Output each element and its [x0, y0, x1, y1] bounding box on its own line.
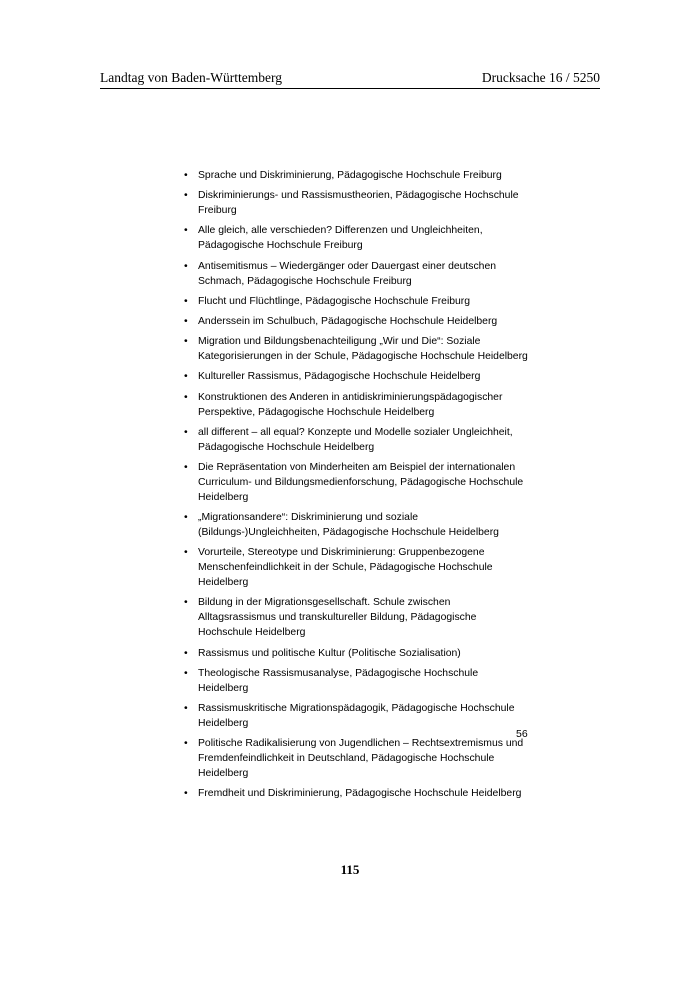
- list-item-text: Anderssein im Schulbuch, Pädagogische Hochschule Heidelberg: [198, 315, 498, 327]
- list-item-text: Alle gleich, alle verschieden? Differenzen und Ungleichheiten, Pädagogische Hochschule Freiburg: [198, 225, 483, 252]
- list-item-text: all different – all equal? Konzepte und Modelle sozialer Ungleichheit, Pädagogische Hochschule Heidelberg: [198, 426, 513, 453]
- header-left-title: Landtag von Baden-Württemberg: [100, 70, 282, 85]
- list-item: [184, 595, 529, 640]
- bullet-icon: •: [184, 170, 188, 181]
- bullet-icon: •: [184, 512, 188, 524]
- list-item-text: Theologische Rassismusanalyse, Pädagogische Hochschule Heidelberg: [198, 667, 479, 694]
- bullet-icon: •: [184, 461, 188, 473]
- list-item-text: Migration und Bildungsbenachteiligung „Wir und Die“: Soziale Kategorisierungen in der Schule, Pädagogische Hochschule Heidelberg: [198, 336, 528, 363]
- list-item: [184, 314, 529, 329]
- list-item: [184, 646, 529, 661]
- header-document-number: Drucksache 16 / 5250: [481, 70, 600, 85]
- list-item: [184, 259, 529, 289]
- bullet-icon: •: [184, 426, 188, 438]
- bullet-icon: •: [184, 647, 188, 659]
- bullet-icon: •: [184, 391, 188, 403]
- page-number: 115: [340, 862, 360, 877]
- list-item-text: Antisemitismus – Wiedergänger oder Dauergast einer deutschen Schmach, Pädagogische Hochschule Freiburg: [198, 260, 497, 287]
- list-item-text: Bildung in der Migrationsgesellschaft. Schule zwischen Alltagsrassismus und transkultureller Bildung, Pädagogische Hochschule Heidelberg: [198, 597, 477, 639]
- bullet-icon: •: [184, 597, 188, 609]
- bullet-icon: •: [184, 315, 188, 327]
- course-list: [184, 168, 529, 807]
- bullet-icon: •: [184, 703, 188, 714]
- bullet-icon: •: [184, 371, 188, 383]
- bullet-icon: •: [184, 547, 188, 559]
- list-item-text: Flucht und Flüchtlinge, Pädagogische Hochschule Freiburg: [198, 295, 471, 307]
- list-item-text: Vorurteile, Stereotype und Diskriminierung: Gruppenbezogene Menschenfeindlichkeit in der Schule, Pädagogische Hochschule Heidelberg: [198, 547, 493, 589]
- bullet-icon: •: [184, 260, 188, 272]
- list-item: [184, 294, 529, 309]
- list-item-text: Die Repräsentation von Minderheiten am Beispiel der internationalen Curriculum- und Bildungsmedienforschung, Pädagogische Hochschule Heidelberg: [198, 461, 524, 503]
- bullet-icon: •: [184, 295, 188, 307]
- bullet-icon: •: [184, 738, 188, 750]
- inner-page-number: 56: [516, 728, 528, 740]
- list-item: [184, 390, 529, 420]
- list-item-text: „Migrationsandere“: Diskriminierung und soziale (Bildungs-)Ungleichheiten, Pädagogische Hochschule Heidelberg: [198, 512, 499, 539]
- list-item: [184, 168, 529, 183]
- list-item: [184, 425, 529, 455]
- list-item-text: Kultureller Rassismus, Pädagogische Hochschule Heidelberg: [198, 371, 481, 383]
- list-item-text: Sprache und Diskriminierung, Pädagogische Hochschule Freiburg: [198, 170, 502, 181]
- page-header: [100, 70, 600, 89]
- list-item: [184, 666, 529, 696]
- bullet-icon: •: [184, 225, 188, 237]
- bullet-icon: •: [184, 788, 188, 800]
- list-item: [184, 701, 529, 731]
- list-item: [184, 786, 529, 801]
- bullet-icon: •: [184, 190, 188, 202]
- list-item: [184, 510, 529, 540]
- list-item: [184, 223, 529, 253]
- list-item: [184, 736, 529, 781]
- list-item-text: Rassismuskritische Migrationspädagogik, Pädagogische Hochschule Heidelberg: [198, 703, 515, 729]
- list-item: [184, 460, 529, 505]
- list-item-text: Fremdheit und Diskriminierung, Pädagogische Hochschule Heidelberg: [198, 788, 522, 800]
- list-item: [184, 188, 529, 218]
- bullet-icon: •: [184, 667, 188, 679]
- list-item-text: Konstruktionen des Anderen in antidiskriminierungspädagogischer Perspektive, Pädagogische Hochschule Heidelberg: [198, 391, 503, 418]
- bullet-icon: •: [184, 336, 188, 348]
- list-item: [184, 545, 529, 590]
- list-item-text: Rassismus und politische Kultur (Politische Sozialisation): [198, 647, 461, 659]
- list-item: [184, 369, 529, 384]
- list-item: [184, 334, 529, 364]
- list-item-text: Politische Radikalisierung von Jugendlichen – Rechtsextremismus und Fremdenfeindlichkeit in Deutschland, Pädagogische Hochschule Heidelberg: [198, 738, 524, 780]
- list-item-text: Diskriminierungs- und Rassismustheorien, Pädagogische Hochschule Freiburg: [198, 190, 519, 217]
